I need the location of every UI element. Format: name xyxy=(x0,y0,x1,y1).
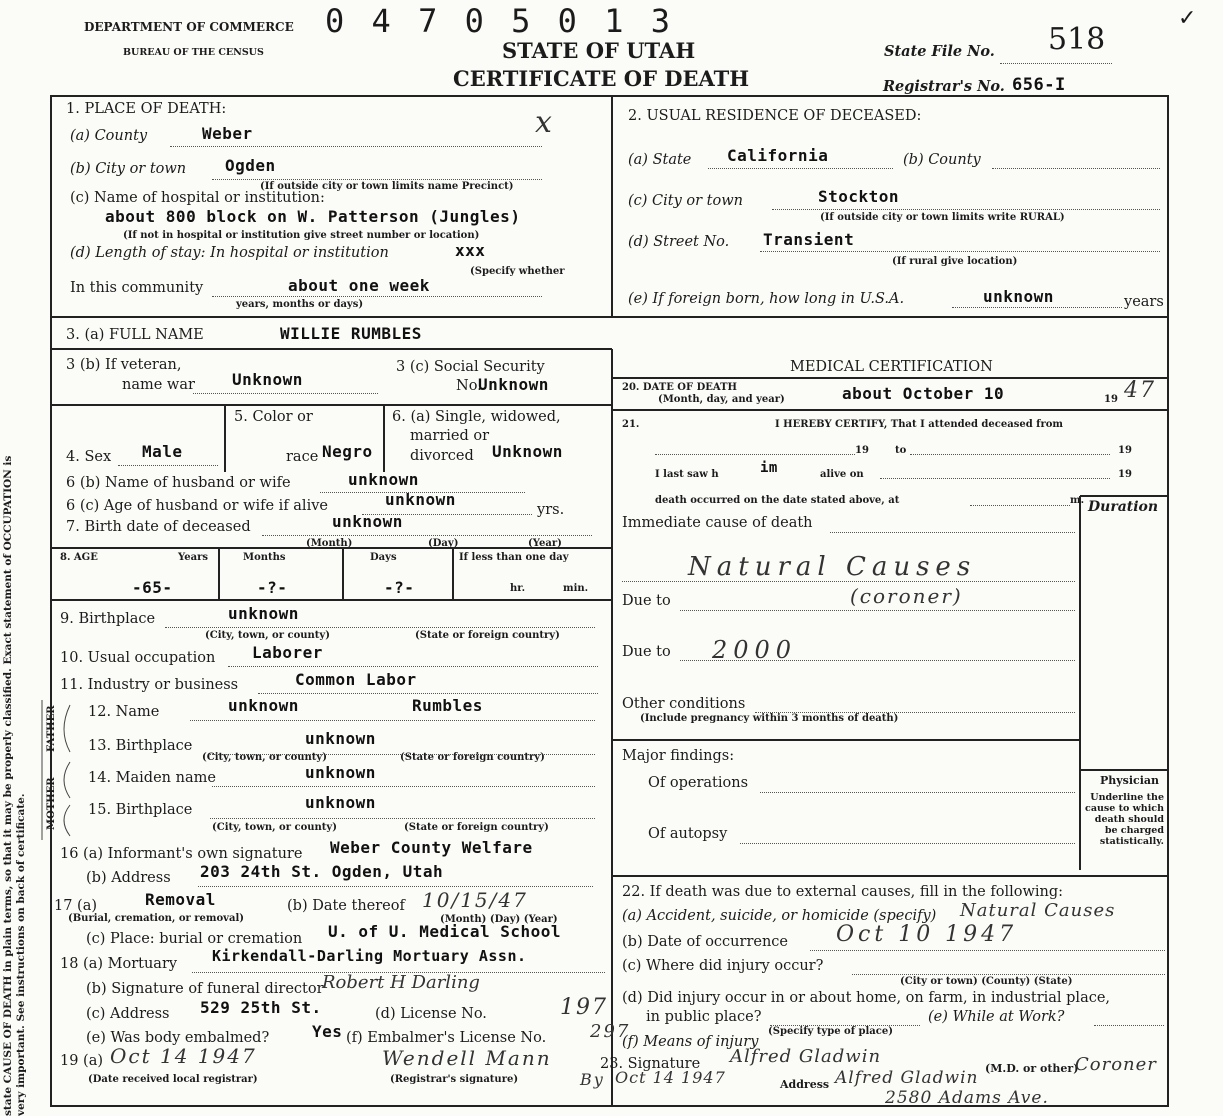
spouse-age-label: 6 (c) Age of husband or wife if alive xyxy=(66,498,328,514)
from-year: 19 xyxy=(855,445,869,456)
where-label: (c) Where did injury occur? xyxy=(622,958,824,974)
birthplace-label: 9. Birthplace xyxy=(60,611,156,627)
death-county-value: Weber xyxy=(202,124,253,143)
alive-on-label: alive on xyxy=(820,469,864,480)
bp-state-note: (State or foreign country) xyxy=(415,630,560,641)
years-label: years xyxy=(1124,294,1164,310)
embalmed-value: Yes xyxy=(312,1022,343,1041)
month-note: (Month) xyxy=(306,538,353,549)
hospital-label: (c) Name of hospital or institution: xyxy=(70,190,325,206)
emb-license-label: (f) Embalmer's License No. xyxy=(346,1030,547,1046)
certify-text: I HEREBY CERTIFY, That I attended deceased from xyxy=(775,419,1064,430)
last-saw-label: I last saw h xyxy=(655,469,719,480)
to-label: to xyxy=(895,445,907,456)
physician-signature: Alfred Gladwin xyxy=(730,1046,882,1067)
department-label: DEPARTMENT OF COMMERCE xyxy=(84,20,294,34)
res-state-value: California xyxy=(727,146,829,165)
ss-value: Unknown xyxy=(478,375,549,394)
informant-address-value: 203 24th St. Ogden, Utah xyxy=(200,862,444,881)
birth-date-value: unknown xyxy=(332,512,403,531)
burial-label: 17 (a) xyxy=(54,898,98,914)
res-city-value: Stockton xyxy=(818,187,900,206)
years-note: years, months or days) xyxy=(236,299,364,310)
state-file-value: 518 xyxy=(1048,22,1106,57)
father-side-label: FATHER xyxy=(46,705,57,752)
home-label: (d) Did injury occur in or about home, on farm, in industrial place, xyxy=(622,990,1111,1006)
age-days-label: Days xyxy=(370,552,397,563)
emb-license-value: 297 xyxy=(590,1021,631,1042)
physician-address-label: Address xyxy=(780,1078,830,1091)
res-city-label: (c) City or town xyxy=(628,193,743,209)
mortuary-label: 18 (a) Mortuary xyxy=(60,956,178,972)
registrar-sig-note: (Registrar's signature) xyxy=(390,1074,519,1085)
due-to-1-label: Due to xyxy=(622,593,671,609)
bureau-label: BUREAU OF THE CENSUS xyxy=(123,47,264,58)
place-value: U. of U. Medical School xyxy=(328,922,562,941)
state-file-label: State File No. xyxy=(884,43,995,60)
industry-label: 11. Industry or business xyxy=(60,677,239,693)
date-of-death-label: 20. DATE OF DEATH xyxy=(622,382,737,393)
father-first-value: unknown xyxy=(228,696,299,715)
mb-state-note: (State or foreign country) xyxy=(404,822,549,833)
ss-label: 3 (c) Social Security xyxy=(396,359,545,375)
foreign-label: (e) If foreign born, how long in U.S.A. xyxy=(628,291,905,307)
date-thereof-note: (Month) (Day) (Year) xyxy=(440,914,558,925)
marital-label-3: divorced xyxy=(410,448,474,464)
embalmed-label: (e) Was body embalmed? xyxy=(86,1030,270,1046)
foreign-value: unknown xyxy=(983,287,1054,306)
home-label-2: in public place? xyxy=(646,1009,762,1025)
day-note: (Day) xyxy=(428,538,459,549)
filed-date-value: Oct 14 1947 xyxy=(110,1044,257,1068)
specify-note: (Specify whether xyxy=(470,266,565,277)
full-name-label: 3. (a) FULL NAME xyxy=(66,327,204,343)
handwritten-x-mark: x xyxy=(535,105,554,140)
due-to-2-value: 2000 xyxy=(712,636,798,664)
spouse-value: unknown xyxy=(348,470,419,489)
registrar-signature: Wendell Mann xyxy=(382,1046,552,1070)
operations-label: Of operations xyxy=(648,775,749,791)
fb-city-note: (City, town, or county) xyxy=(202,752,327,763)
signature-date-value: Oct 14 1947 xyxy=(615,1068,726,1087)
place-of-death-heading: 1. PLACE OF DEATH: xyxy=(66,101,227,117)
community-label: In this community xyxy=(70,280,204,296)
age-months-label: Months xyxy=(243,552,286,563)
date-thereof-label: (b) Date thereof xyxy=(287,898,405,914)
occurrence-label: (b) Date of occurrence xyxy=(622,934,788,950)
coroner-title: Coroner xyxy=(1075,1054,1157,1075)
external-heading: 22. If death was due to external causes, fill in the following: xyxy=(622,884,1064,900)
work-label: (e) While at Work? xyxy=(928,1009,1065,1025)
place-label: (c) Place: burial or cremation xyxy=(86,931,303,947)
sex-value: Male xyxy=(142,442,183,461)
director-signature: Robert H Darling xyxy=(322,972,480,993)
registrar-label: Registrar's No. xyxy=(883,78,1005,95)
date-of-death-note: (Month, day, and year) xyxy=(658,394,785,405)
veteran-label-2: name war xyxy=(122,377,195,393)
residence-heading: 2. USUAL RESIDENCE OF DECEASED: xyxy=(628,108,922,124)
informant-value: Weber County Welfare xyxy=(330,838,533,857)
mother-birthplace-value: unknown xyxy=(305,793,376,812)
filed-date-note: (Date received local registrar) xyxy=(88,1074,258,1085)
sex-label: 4. Sex xyxy=(66,449,112,465)
mother-birthplace-label: 15. Birthplace xyxy=(88,802,193,818)
mortuary-value: Kirkendall-Darling Mortuary Assn. xyxy=(212,947,527,965)
father-last-value: Rumbles xyxy=(412,696,483,715)
filed-label: 19 (a) xyxy=(60,1053,104,1069)
marital-label: 6. (a) Single, widowed, xyxy=(392,409,561,425)
autopsy-label: Of autopsy xyxy=(648,826,728,842)
res-street-label: (d) Street No. xyxy=(628,234,730,250)
place-type-note: (Specify type of place) xyxy=(768,1026,893,1037)
registrar-value: 656-I xyxy=(1012,75,1066,95)
duration-label: Duration xyxy=(1088,499,1159,515)
bp-city-note: (City, town, or county) xyxy=(205,630,330,641)
marital-label-2: married or xyxy=(410,428,490,444)
veteran-label: 3 (b) If veteran, xyxy=(66,357,182,373)
other-conditions-note: (Include pregnancy within 3 months of death) xyxy=(640,713,899,724)
hr-label: hr. xyxy=(510,583,526,594)
death-year-prefix: 19 xyxy=(1104,394,1118,405)
race-label: race xyxy=(286,449,319,465)
certificate-title: CERTIFICATE OF DEATH xyxy=(453,66,750,91)
informant-address-label: (b) Address xyxy=(86,870,171,886)
death-city-value: Ogden xyxy=(225,156,276,175)
physician-address-value: Alfred Gladwin xyxy=(835,1068,979,1088)
mb-city-note: (City, town, or county) xyxy=(212,822,337,833)
spouse-label: 6 (b) Name of husband or wife xyxy=(66,475,291,491)
occurrence-value: Oct 10 1947 xyxy=(836,922,1018,947)
maiden-name-label: 14. Maiden name xyxy=(88,770,216,786)
license-label: (d) License No. xyxy=(375,1006,487,1022)
by-label: By xyxy=(580,1070,605,1089)
due-to-2-label: Due to xyxy=(622,644,671,660)
license-value: 197 xyxy=(560,995,608,1020)
last-saw-value: im xyxy=(760,460,778,476)
physician-title: Physician xyxy=(1100,774,1160,787)
death-county-label: (a) County xyxy=(70,128,148,144)
immediate-cause-value: Natural Causes xyxy=(688,552,977,582)
birth-date-label: 7. Birth date of deceased xyxy=(66,519,251,535)
veteran-value: Unknown xyxy=(232,370,303,389)
death-city-label: (b) City or town xyxy=(70,161,187,177)
res-county-label: (b) County xyxy=(903,152,981,168)
father-name-label: 12. Name xyxy=(88,704,160,720)
means-label: (f) Means of injury xyxy=(622,1034,759,1050)
accident-value: Natural Causes xyxy=(960,900,1116,921)
physician-address-line-2: 2580 Adams Ave. xyxy=(885,1088,1049,1108)
maiden-name-value: unknown xyxy=(305,763,376,782)
res-street-value: Transient xyxy=(763,230,855,249)
alive-year: 19 xyxy=(1118,469,1132,480)
age-years-label: Years xyxy=(178,552,209,563)
spouse-age-value: unknown xyxy=(385,490,456,509)
burial-value: Removal xyxy=(145,890,216,909)
mother-side-label: MOTHER xyxy=(46,777,57,830)
age-months-value: -?- xyxy=(257,578,288,597)
city-note: (If outside city or town limits name Precinct) xyxy=(260,181,514,192)
ss-label-2: No. xyxy=(456,378,482,394)
race-value: Negro xyxy=(322,442,373,461)
death-year-value: 47 xyxy=(1124,378,1156,403)
to-year: 19 xyxy=(1118,445,1132,456)
due-to-1-value: (coroner) xyxy=(850,584,963,608)
hospital-value: about 800 block on W. Patterson (Jungles) xyxy=(105,207,521,226)
signature-label: 23. Signature xyxy=(600,1056,701,1072)
occurred-label: death occurred on the date stated above, at xyxy=(655,495,900,506)
embalmer-address-value: 529 25th St. xyxy=(200,998,322,1017)
yrs-label: yrs. xyxy=(537,502,565,518)
check-mark-icon: ✓ xyxy=(1178,6,1197,31)
occupation-label: 10. Usual occupation xyxy=(60,650,216,666)
m-label: m. xyxy=(1070,495,1085,506)
father-birthplace-label: 13. Birthplace xyxy=(88,738,193,754)
age-label: 8. AGE xyxy=(60,552,98,563)
physician-note: Underline the cause to which death should be charged statistically. xyxy=(1085,792,1164,847)
medical-heading: MEDICAL CERTIFICATION xyxy=(790,359,993,375)
state-title: STATE OF UTAH xyxy=(502,38,696,63)
burial-note: (Burial, cremation, or removal) xyxy=(68,913,244,924)
year-note: (Year) xyxy=(528,538,562,549)
res-city-note: (If outside city or town limits write RURAL) xyxy=(820,212,1065,223)
res-state-label: (a) State xyxy=(628,152,692,168)
full-name-value: WILLIE RUMBLES xyxy=(280,324,422,343)
occupation-value: Laborer xyxy=(252,643,323,662)
less-than-day-label: If less than one day xyxy=(459,552,569,563)
side-instructions: state CAUSE OF DEATH in plain terms, so that it may be properly classified. Exact statement of OCCUPATION is very important. See instructions on back of certificate. xyxy=(2,455,27,1116)
birthplace-value: unknown xyxy=(228,604,299,623)
embalmer-address-label: (c) Address xyxy=(86,1006,170,1022)
stay-label: (d) Length of stay: In hospital or institution xyxy=(70,245,389,261)
age-days-value: -?- xyxy=(384,578,415,597)
date-thereof-value: 10/15/47 xyxy=(422,888,528,912)
other-conditions-label: Other conditions xyxy=(622,696,746,712)
stamp-number: 0 4 7 0 5 0 1 3 xyxy=(325,2,674,40)
father-birthplace-value: unknown xyxy=(305,729,376,748)
res-street-note: (If rural give location) xyxy=(892,256,1018,267)
hospital-note: (If not in hospital or institution give street number or location) xyxy=(123,230,480,241)
age-years-value: -65- xyxy=(132,578,173,597)
director-label: (b) Signature of funeral director xyxy=(86,981,324,997)
accident-label: (a) Accident, suicide, or homicide (specify) xyxy=(622,908,937,924)
informant-label: 16 (a) Informant's own signature xyxy=(60,846,303,862)
date-of-death-value: about October 10 xyxy=(842,384,1005,403)
cert-21-label: 21. xyxy=(622,419,640,430)
fb-state-note: (State or foreign country) xyxy=(400,752,545,763)
color-label: 5. Color or xyxy=(234,409,313,425)
min-label: min. xyxy=(563,583,589,594)
community-value: about one week xyxy=(288,276,430,295)
where-note: (City or town) (County) (State) xyxy=(900,976,1073,987)
major-findings-label: Major findings: xyxy=(622,748,735,764)
immediate-cause-label: Immediate cause of death xyxy=(622,515,813,531)
marital-value: Unknown xyxy=(492,442,563,461)
industry-value: Common Labor xyxy=(295,670,417,689)
stay-hospital-value: xxx xyxy=(455,241,486,260)
md-note: (M.D. or other) xyxy=(985,1062,1079,1075)
